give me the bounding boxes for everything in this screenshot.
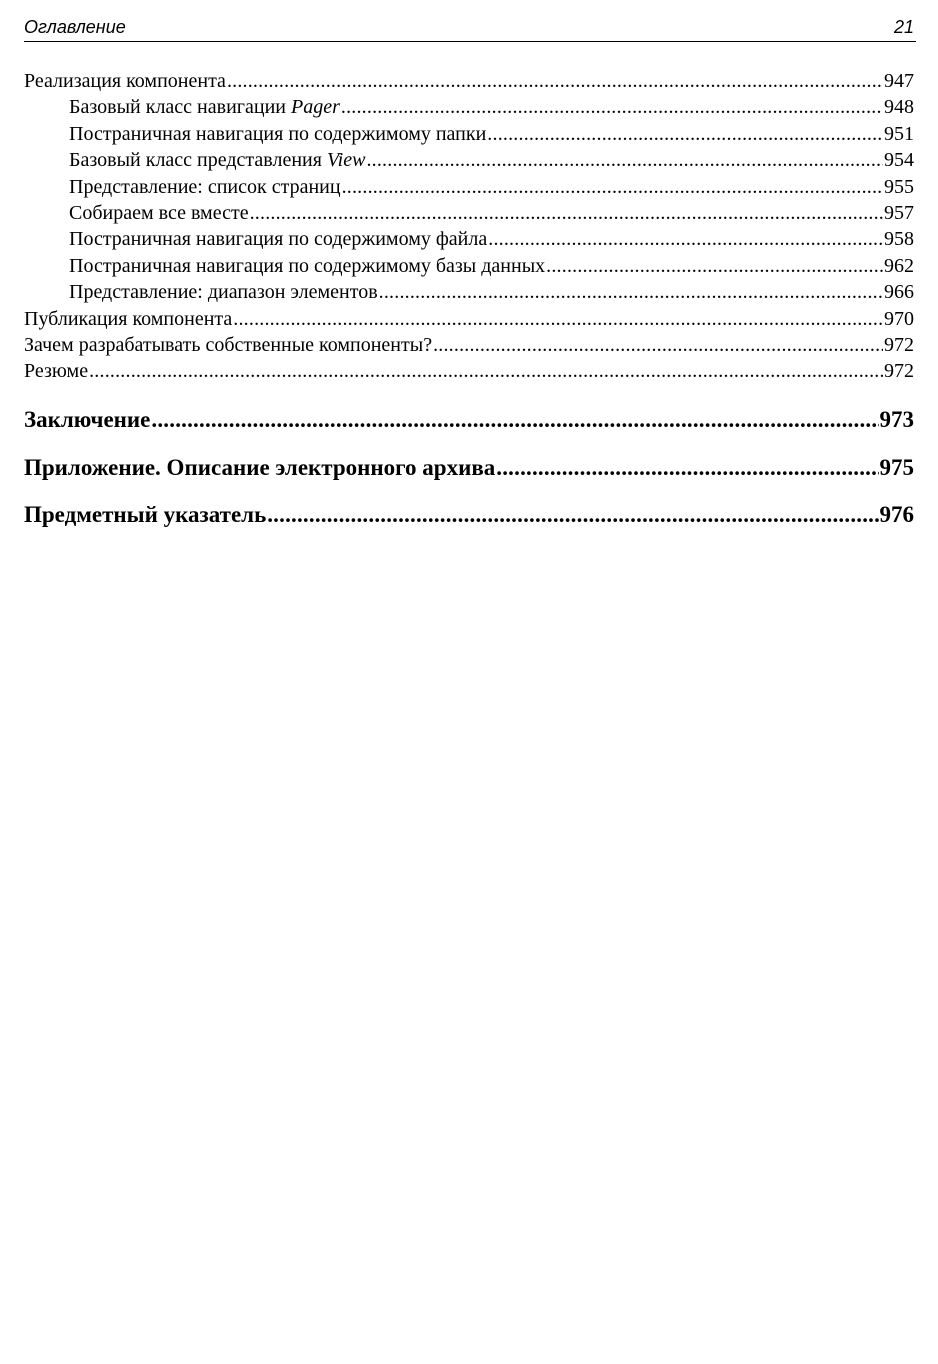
toc-entry-label-italic: Pager: [290, 96, 340, 119]
toc-entry[interactable]: [24, 279, 914, 305]
toc-chapter-page: 976: [879, 501, 914, 527]
toc-chapter-label: Заключение: [24, 406, 151, 432]
toc-entry[interactable]: [24, 332, 914, 358]
toc-entry[interactable]: [24, 174, 914, 200]
dot-leader: [379, 279, 883, 305]
header-title: Оглавление: [24, 17, 126, 37]
toc-entry-label: Представление: диапазон элементов: [69, 281, 378, 304]
toc-chapter-entry[interactable]: [24, 406, 914, 434]
toc-entry-label: Резюме: [24, 360, 89, 383]
toc-entry-page: 966: [884, 281, 914, 304]
dot-leader: [233, 306, 883, 332]
dot-leader: [151, 406, 878, 434]
toc-entry-page: 947: [884, 70, 914, 92]
toc-entry[interactable]: [24, 94, 914, 120]
toc-chapter-entry[interactable]: [24, 501, 914, 529]
header-page-number: 21: [893, 17, 914, 37]
toc-entry-label: Собираем все вместе: [69, 201, 249, 224]
dot-leader: [89, 358, 883, 384]
dot-leader: [227, 68, 883, 94]
toc-chapter-entry[interactable]: [24, 454, 914, 482]
dot-leader: [250, 200, 883, 226]
toc-entry-page: 972: [884, 333, 914, 356]
toc-entry[interactable]: [24, 200, 914, 226]
toc-entry[interactable]: [24, 226, 914, 252]
dot-leader: [342, 174, 883, 200]
dot-leader: [488, 226, 883, 252]
toc-entry-label: Представление: список страниц: [69, 175, 341, 198]
toc-chapter-page: 975: [879, 454, 914, 480]
running-header: [24, 14, 916, 42]
toc-entry-page: 957: [884, 201, 914, 224]
toc-chapter-label: Предметный указатель: [24, 501, 267, 527]
dot-leader: [546, 253, 883, 279]
toc-entry[interactable]: [24, 68, 914, 94]
toc-entry-page: 970: [884, 307, 914, 330]
toc-entry-label: Базовый класс навигации Pager: [69, 96, 340, 119]
dot-leader: [433, 332, 883, 358]
toc-entry-label: Реализация компонента: [24, 70, 226, 92]
toc-entry[interactable]: [24, 253, 914, 279]
dot-leader: [496, 454, 878, 482]
toc-entry-page: 948: [884, 96, 914, 119]
toc-chapter-label: Приложение. Описание электронного архива: [24, 454, 496, 480]
toc-entry-label: Постраничная навигация по содержимому базы данных: [69, 254, 546, 277]
dot-leader: [487, 121, 883, 147]
toc-entry-page: 972: [884, 360, 914, 383]
toc-entry-label: Постраничная навигация по содержимому файла: [69, 228, 488, 251]
toc-entry-label: Публикация компонента: [24, 307, 233, 330]
toc-entry[interactable]: [24, 121, 914, 147]
dot-leader: [366, 147, 883, 173]
table-of-contents: [24, 68, 914, 529]
toc-entry[interactable]: [24, 147, 914, 173]
toc-entry[interactable]: [24, 306, 914, 332]
toc-entry-page: 951: [884, 122, 914, 145]
dot-leader: [341, 94, 883, 120]
toc-chapter-page: 973: [879, 406, 914, 432]
toc-entry-page: 962: [884, 254, 914, 277]
toc-entry-label-italic: View: [326, 149, 366, 172]
toc-entry-page: 954: [884, 149, 914, 172]
toc-entry-page: 955: [884, 175, 914, 198]
toc-entry-label: Базовый класс представления View: [69, 149, 366, 172]
toc-entry-label: Постраничная навигация по содержимому папки: [69, 122, 487, 145]
toc-entry-label: Зачем разрабатывать собственные компоненты?: [24, 333, 433, 356]
toc-entry[interactable]: [24, 358, 914, 384]
dot-leader: [267, 501, 878, 529]
toc-entry-page: 958: [884, 228, 914, 251]
